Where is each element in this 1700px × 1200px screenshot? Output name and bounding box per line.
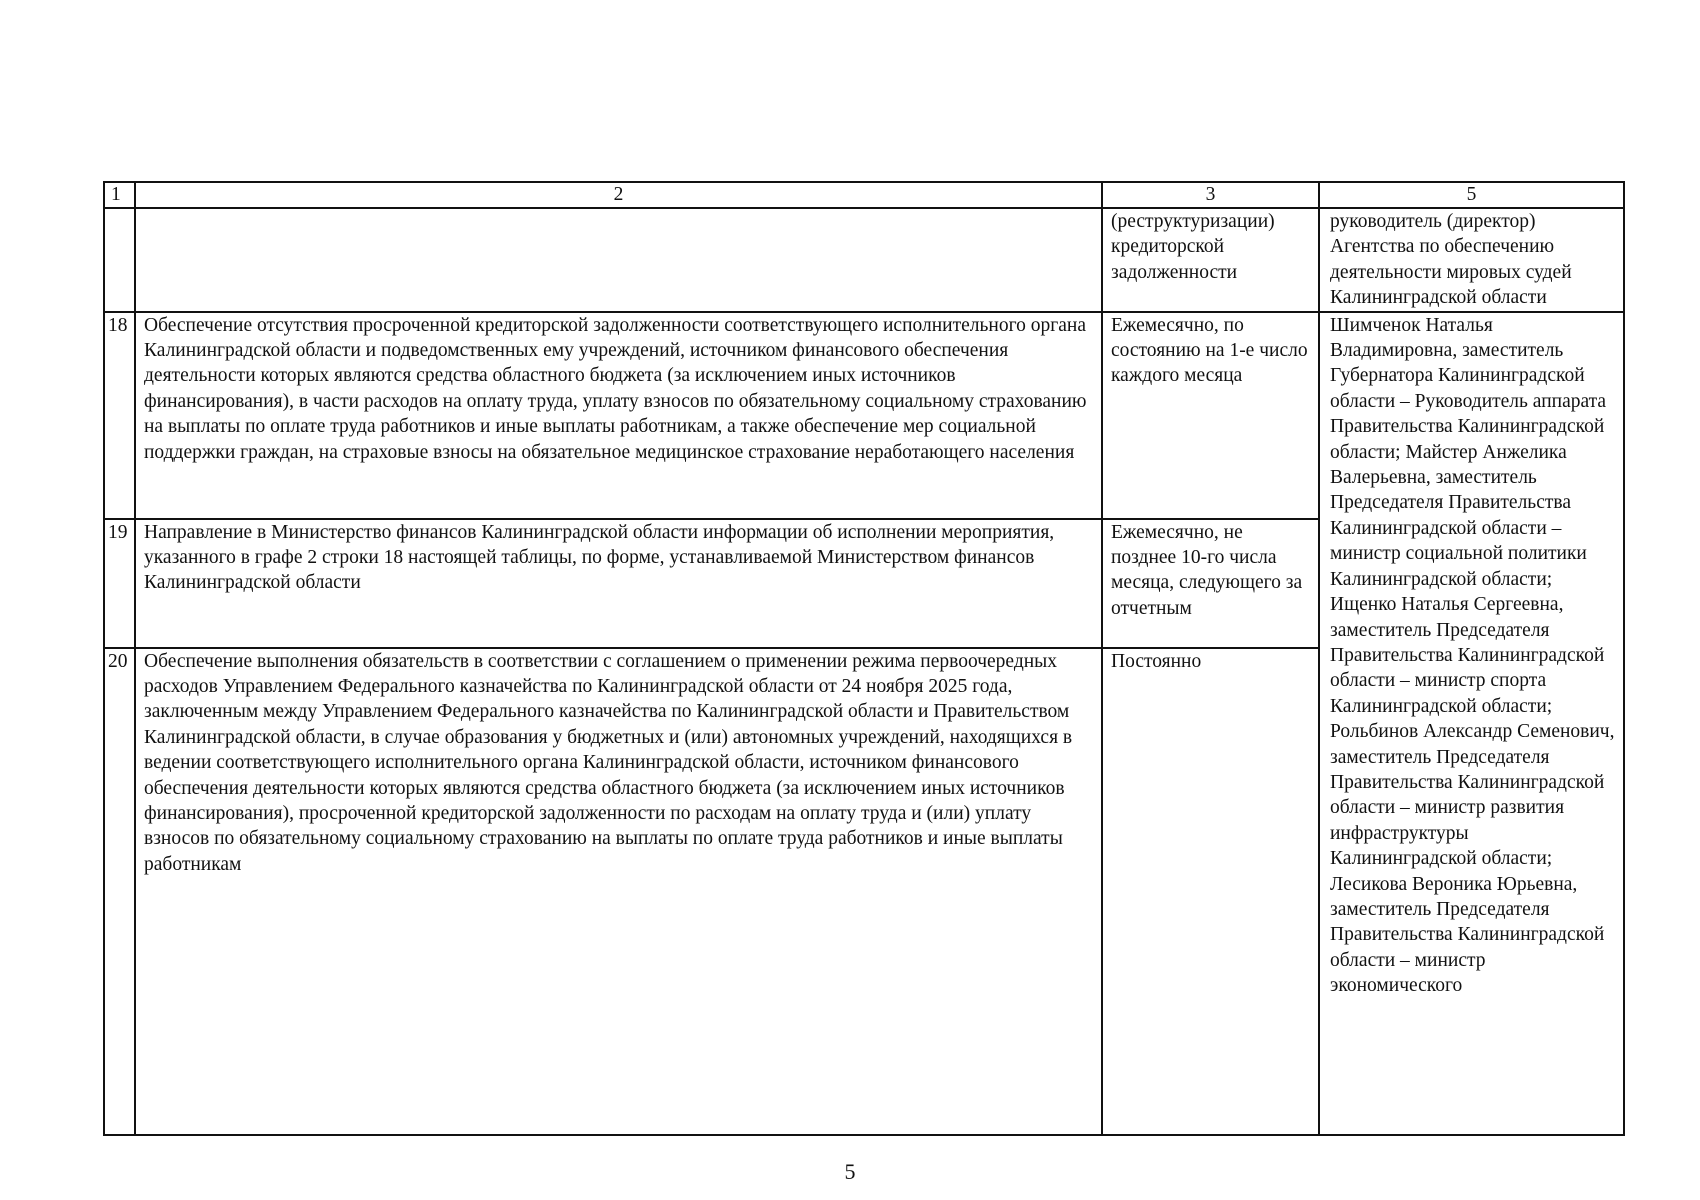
responsible-continuation: руководитель (директор) Агентства по обеспечению деятельности мировых судей Калининградской области xyxy=(1319,208,1624,312)
row-number: 18 xyxy=(104,312,135,519)
row-number: 19 xyxy=(104,519,135,648)
description-empty xyxy=(135,208,1102,312)
header-col-5: 5 xyxy=(1319,182,1624,208)
row-number-empty xyxy=(104,208,135,312)
row-description: Обеспечение выполнения обязательств в соответствии с соглашением о применении режима первоочередных расходов Управлением Федерального казначейства по Калининградской области от 24 ноября 2025 года, заключенным между Управлением Федерального казначейства по Калининградской области и Правительством Калининградской области, в случае образования у бюджетных и (или) автономных учреждений, находящихся в ведении соответствующего исполнительного органа Калининградской области, источником финансового обеспечения деятельности которых являются средства областного бюджета (за исключением иных источников финансирования), просроченной кредиторской задолженности по расходам на оплату труда и (или) уплату взносов по обязательному социальному страхованию на выплаты по оплате труда работников и иные выплаты работникам xyxy=(135,648,1102,1135)
table-row xyxy=(104,312,1624,519)
row-deadline: Ежемесячно, не позднее 10-го числа месяца, следующего за отчетным xyxy=(1102,519,1319,648)
row-description: Направление в Министерство финансов Калининградской области информации об исполнении мероприятия, указанного в графе 2 строки 18 настоящей таблицы, по форме, устанавливаемой Министерством финансов Калининградской области xyxy=(135,519,1102,648)
table-header-row xyxy=(104,182,1624,208)
deadline-continuation: (реструктуризации) кредиторской задолженности xyxy=(1102,208,1319,312)
responsible-persons: Шимченок Наталья Владимировна, заместитель Губернатора Калининградской области – Руководитель аппарата Правительства Калининградской области; Майстер Анжелика Валерьевна, заместитель Председателя Правительства Калининградской области – министр социальной политики Калининградской области; Ищенко Наталья Сергеевна, заместитель Председателя Правительства Калининградской области – министр спорта Калининградской области; Рольбинов Александр Семенович, заместитель Председателя Правительства Калининградской области – министр развития инфраструктуры Калининградской области; Лесикова Вероника Юрьевна, заместитель Председателя Правительства Калининградской области – министр экономического xyxy=(1319,312,1624,1135)
page-number: 5 xyxy=(844,1159,856,1184)
header-col-1: 1 xyxy=(104,182,135,208)
row-deadline: Ежемесячно, по состоянию на 1-е число каждого месяца xyxy=(1102,312,1319,519)
document-table xyxy=(103,181,1625,1136)
row-number: 20 xyxy=(104,648,135,1135)
row-deadline: Постоянно xyxy=(1102,648,1319,1135)
table-row-continuation xyxy=(104,208,1624,312)
row-description: Обеспечение отсутствия просроченной кредиторской задолженности соответствующего исполнительного органа Калининградской области и подведомственных ему учреждений, источником финансового обеспечения деятельности которых являются средства областного бюджета (за исключением иных источников финансирования), в части расходов на оплату труда, уплату взносов по обязательному социальному страхованию на выплаты по оплате труда работников и иные выплаты работникам, а также обеспечение мер социальной поддержки граждан, на страховые взносы на обязательное медицинское страхование неработающего населения xyxy=(135,312,1102,519)
header-col-3: 3 xyxy=(1102,182,1319,208)
header-col-2: 2 xyxy=(135,182,1102,208)
